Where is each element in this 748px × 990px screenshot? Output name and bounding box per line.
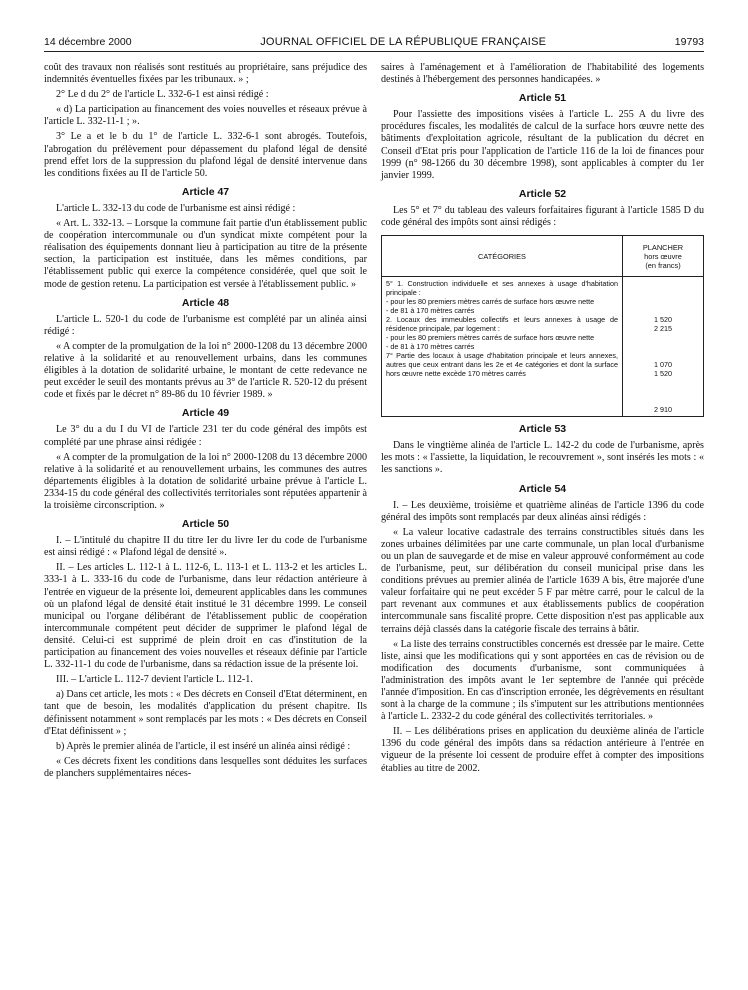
page-number: 19793 — [674, 36, 704, 48]
header-date: 14 décembre 2000 — [44, 36, 132, 48]
article-heading: Article 54 — [518, 482, 567, 495]
article-heading: Article 47 — [181, 185, 230, 198]
paragraph: 2° Le d du 2° de l'article L. 332-6-1 est ainsi rédigé : — [56, 89, 269, 101]
paragraph: I. – L'intitulé du chapitre II du titre Ier du livre Ier du code de l'urbanisme est ainsi rédigé : « Plafond légal de densité ». — [44, 535, 367, 559]
paragraph: « La valeur locative cadastrale des terrains constructibles situés dans les zones urbaines délimitées par une carte communale, un plan local d'urbanisme ou un plan de sauvegarde et de mise en valeur approuvé conformément au code de l'urbanisme, peut, sur délibération du conseil municipal prise dans les conditions prévues au premier alinéa de l'article 1639 A bis, être majorée d'une valeur forfaitaire qui ne peut excéder 5 F par mètre carré, pour le calcul de la part revenant aux communes et aux établissements publics de coopération intercommunale sans fiscalité propre. Cette disposition n'est pas applicable aux terrains déjà classés dans la catégorie fiscale des terrains à bâtir. — [381, 526, 704, 635]
paragraph: « Art. L. 332-13. – Lorsque la commune fait partie d'un établissement public de coopération intercommunale ou d'un syndicat mixte compétent pour la réalisation des équipements donnant lieu à participation au titre de la présente section, la participation est instituée, dans les mêmes conditions, par l'établissement public qui exerce la compétence considérée, quel que soit le mode de gestion retenu. La participation est versée à l'établissement public. » — [44, 218, 367, 290]
paragraph: Les 5° et 7° du tableau des valeurs forfaitaires figurant à l'article 1585 D du code général des impôts sont ainsi rédigés : — [381, 204, 704, 229]
article-heading: Article 48 — [181, 296, 230, 309]
paragraph: « A compter de la promulgation de la loi n° 2000-1208 du 13 décembre 2000 relative à la solidarité et au renouvellement urbains, les communes des autres départements éligibles à la dotation de solidarité urbaine prévue à l'article L. 2334-15 du code général des collectivités territoriales sont réputées appartenir à la troisième circonscription. » — [44, 451, 367, 511]
paragraph: « Ces décrets fixent les conditions dans lesquelles sont déduites les surfaces de planchers supplémentaires néces- — [44, 755, 367, 779]
table-row-label: - pour les 80 premiers mètres carrés de surface hors œuvre nette — [386, 297, 595, 307]
paragraph: a) Dans cet article, les mots : « Des décrets en Conseil d'Etat déterminent, en tant que de besoin, les modalités d'application du présent chapitre. Ils définissent notamment » sont remplacés par les mots : « Des décrets en Conseil d'Etat définissent » ; — [44, 689, 367, 737]
table-row-value: 1 070 — [654, 360, 672, 370]
table-body-row — [382, 277, 704, 417]
right-column — [381, 62, 704, 783]
journal-title: JOURNAL OFFICIEL DE LA RÉPUBLIQUE FRANÇAISE — [260, 36, 547, 48]
paragraph: II. – Les articles L. 112-1 à L. 112-6, L. 113-1 et L. 113-2 et les articles L. 333-1 à L. 333-16 du code de l'urbanisme, dans leur rédaction antérieure à l'entrée en vigueur de la présente loi, demeurent applicables dans les communes où un plafond légal de densité était institué le 31 décembre 1999. Le conseil municipal ou l'organe délibérant de l'établissement public de coopération intercommunale compétent peut décider de supprimer le plafond légal de densité. Celui-ci est supprimé de plein droit en cas d'institution de la participation au financement des voies nouvelles et réseaux définie par l'article L. 332-11-1 du code de l'urbanisme, dans sa rédaction issue de la présente loi. — [44, 562, 367, 671]
paragraph: 3° Le a et le b du 1° de l'article L. 332-6-1 sont abrogés. Toutefois, l'abrogation du prélèvement pour dépassement du plafond légal de densité prend effet lors de la suppression du plafond légal de densité intervenue dans les conditions fixées au II de l'article 50. — [44, 131, 367, 179]
table-row-label: - de 81 à 170 mètres carrés — [386, 306, 475, 316]
paragraph: II. – Les délibérations prises en application du deuxième alinéa de l'article 1396 du code général des impôts dans sa rédaction antérieure à l'entrée en vigueur de la présente loi cessent de produire effet à compter des impositions établies au titre de 2002. — [381, 726, 704, 774]
table-row-value: 2 910 — [654, 405, 672, 415]
plancher-header-line: (en francs) — [645, 260, 681, 270]
article-heading: Article 52 — [518, 187, 567, 200]
text-columns — [44, 62, 704, 783]
values-table — [381, 235, 704, 417]
plancher-header-line: hors œuvre — [644, 251, 682, 261]
paragraph: L'article L. 332-13 du code de l'urbanisme est ainsi rédigé : — [56, 202, 296, 214]
plancher-header-line: PLANCHER — [642, 242, 684, 252]
paragraph: Dans le vingtième alinéa de l'article L. 142-2 du code de l'urbanisme, après les mots : « l'assiette, la liquidation, le recouvrement », sont insérés les mots : « les sanctions ». — [381, 440, 704, 476]
paragraph: Le 3° du a du I du VI de l'article 231 ter du code général des impôts est complété par une phrase ainsi rédigée : — [44, 424, 367, 448]
table-row-label: 5° 1. Construction individuelle et ses annexes à usage d'habitation principale : — [386, 279, 618, 298]
paragraph: « A compter de la promulgation de la loi n° 2000-1208 du 13 décembre 2000 relative à la solidarité et au renouvellement urbains, dans les communes éligibles à la dotation de solidarité urbaine, le montant de cette redevance ne peut excéder le seuil des montants prévus au 3° de l'article R. 520-12 du présent code et fixés par le décret n° 89-86 du 10 février 1989. » — [44, 340, 367, 401]
article-heading: Article 49 — [181, 407, 230, 420]
paragraph: coût des travaux non réalisés sont restitués au propriétaire, sans préjudice des indemnités éventuelles fixées par les tribunaux. » ; — [44, 62, 367, 86]
paragraph: L'article L. 520-1 du code de l'urbanisme est complété par un alinéa ainsi rédigé : — [44, 313, 367, 337]
paragraph: b) Après le premier alinéa de l'article, il est inséré un alinéa ainsi rédigé : — [56, 740, 351, 752]
paragraph: I. – Les deuxième, troisième et quatrième alinéas de l'article 1396 du code général des impôts sont remplacés par deux alinéas ainsi rédigés : — [381, 499, 704, 523]
values-cell — [623, 277, 704, 417]
paragraph: III. – L'article L. 112-7 devient l'article L. 112-1. — [56, 674, 253, 686]
plancher-header — [623, 236, 704, 277]
paragraph: « d) La participation au financement des voies nouvelles et réseaux prévue à l'article L. 332-11-1 ; ». — [44, 104, 367, 128]
table-header-row — [382, 236, 704, 277]
paragraph: « La liste des terrains constructibles concernés est dressée par le maire. Cette liste, ainsi que les modifications qui y sont apportées en cas de révision ou de modification des documents d'urbanisme, sont communiquées à l'administration des impôts avant le 1er septembre de l'année qui précède l'année d'imposition. En cas d'inscription erronée, les dégrèvements en résultant sont à la charge de la commune ; ils s'imputent sur les attributions mentionnées à l'article L. 2332-2 du code général des collectivités territoriales. » — [381, 638, 704, 723]
article-heading: Article 51 — [518, 92, 567, 105]
table-row-label: 7° Partie des locaux à usage d'habitation principale et leurs annexes, autres que ceux entrant dans les 2e et 4e catégories et dont la surface hors œuvre nette excède 170 mètres carrés — [386, 351, 618, 379]
page-header — [44, 36, 704, 52]
table-row-value: 1 520 — [654, 315, 672, 325]
paragraph: saires à l'aménagement et à l'amélioration de l'habitabilité des logements destinés à l'hébergement des personnes handicapées. » — [381, 62, 704, 86]
table-row-label: - pour les 80 premiers mètres carrés de surface hors œuvre nette — [386, 333, 595, 343]
paragraph: Pour l'assiette des impositions visées à l'article L. 255 A du livre des procédures fiscales, les modalités de calcul de la surface hors œuvre nette des bâtiments d'exploitation agricole, résultant de la publication du décret en Conseil d'Etat pris pour l'application de l'article 116 de la loi de finances pour 1999 (n° 98-1266 du 30 décembre 1998), sont applicables à compter du 1er janvier 1999. — [381, 109, 704, 181]
table-row-value: 2 215 — [654, 324, 672, 334]
categories-cell — [382, 277, 623, 417]
categories-header: CATÉGORIES — [382, 236, 623, 277]
left-column — [44, 62, 367, 783]
article-heading: Article 53 — [518, 423, 567, 436]
table-row-label: - de 81 à 170 mètres carrés — [386, 342, 475, 352]
article-heading: Article 50 — [181, 518, 230, 531]
table-row-value: 1 520 — [654, 369, 672, 379]
table-row-label: 2. Locaux des immeubles collectifs et leurs annexes à usage de résidence principale, par logement : — [386, 315, 618, 334]
